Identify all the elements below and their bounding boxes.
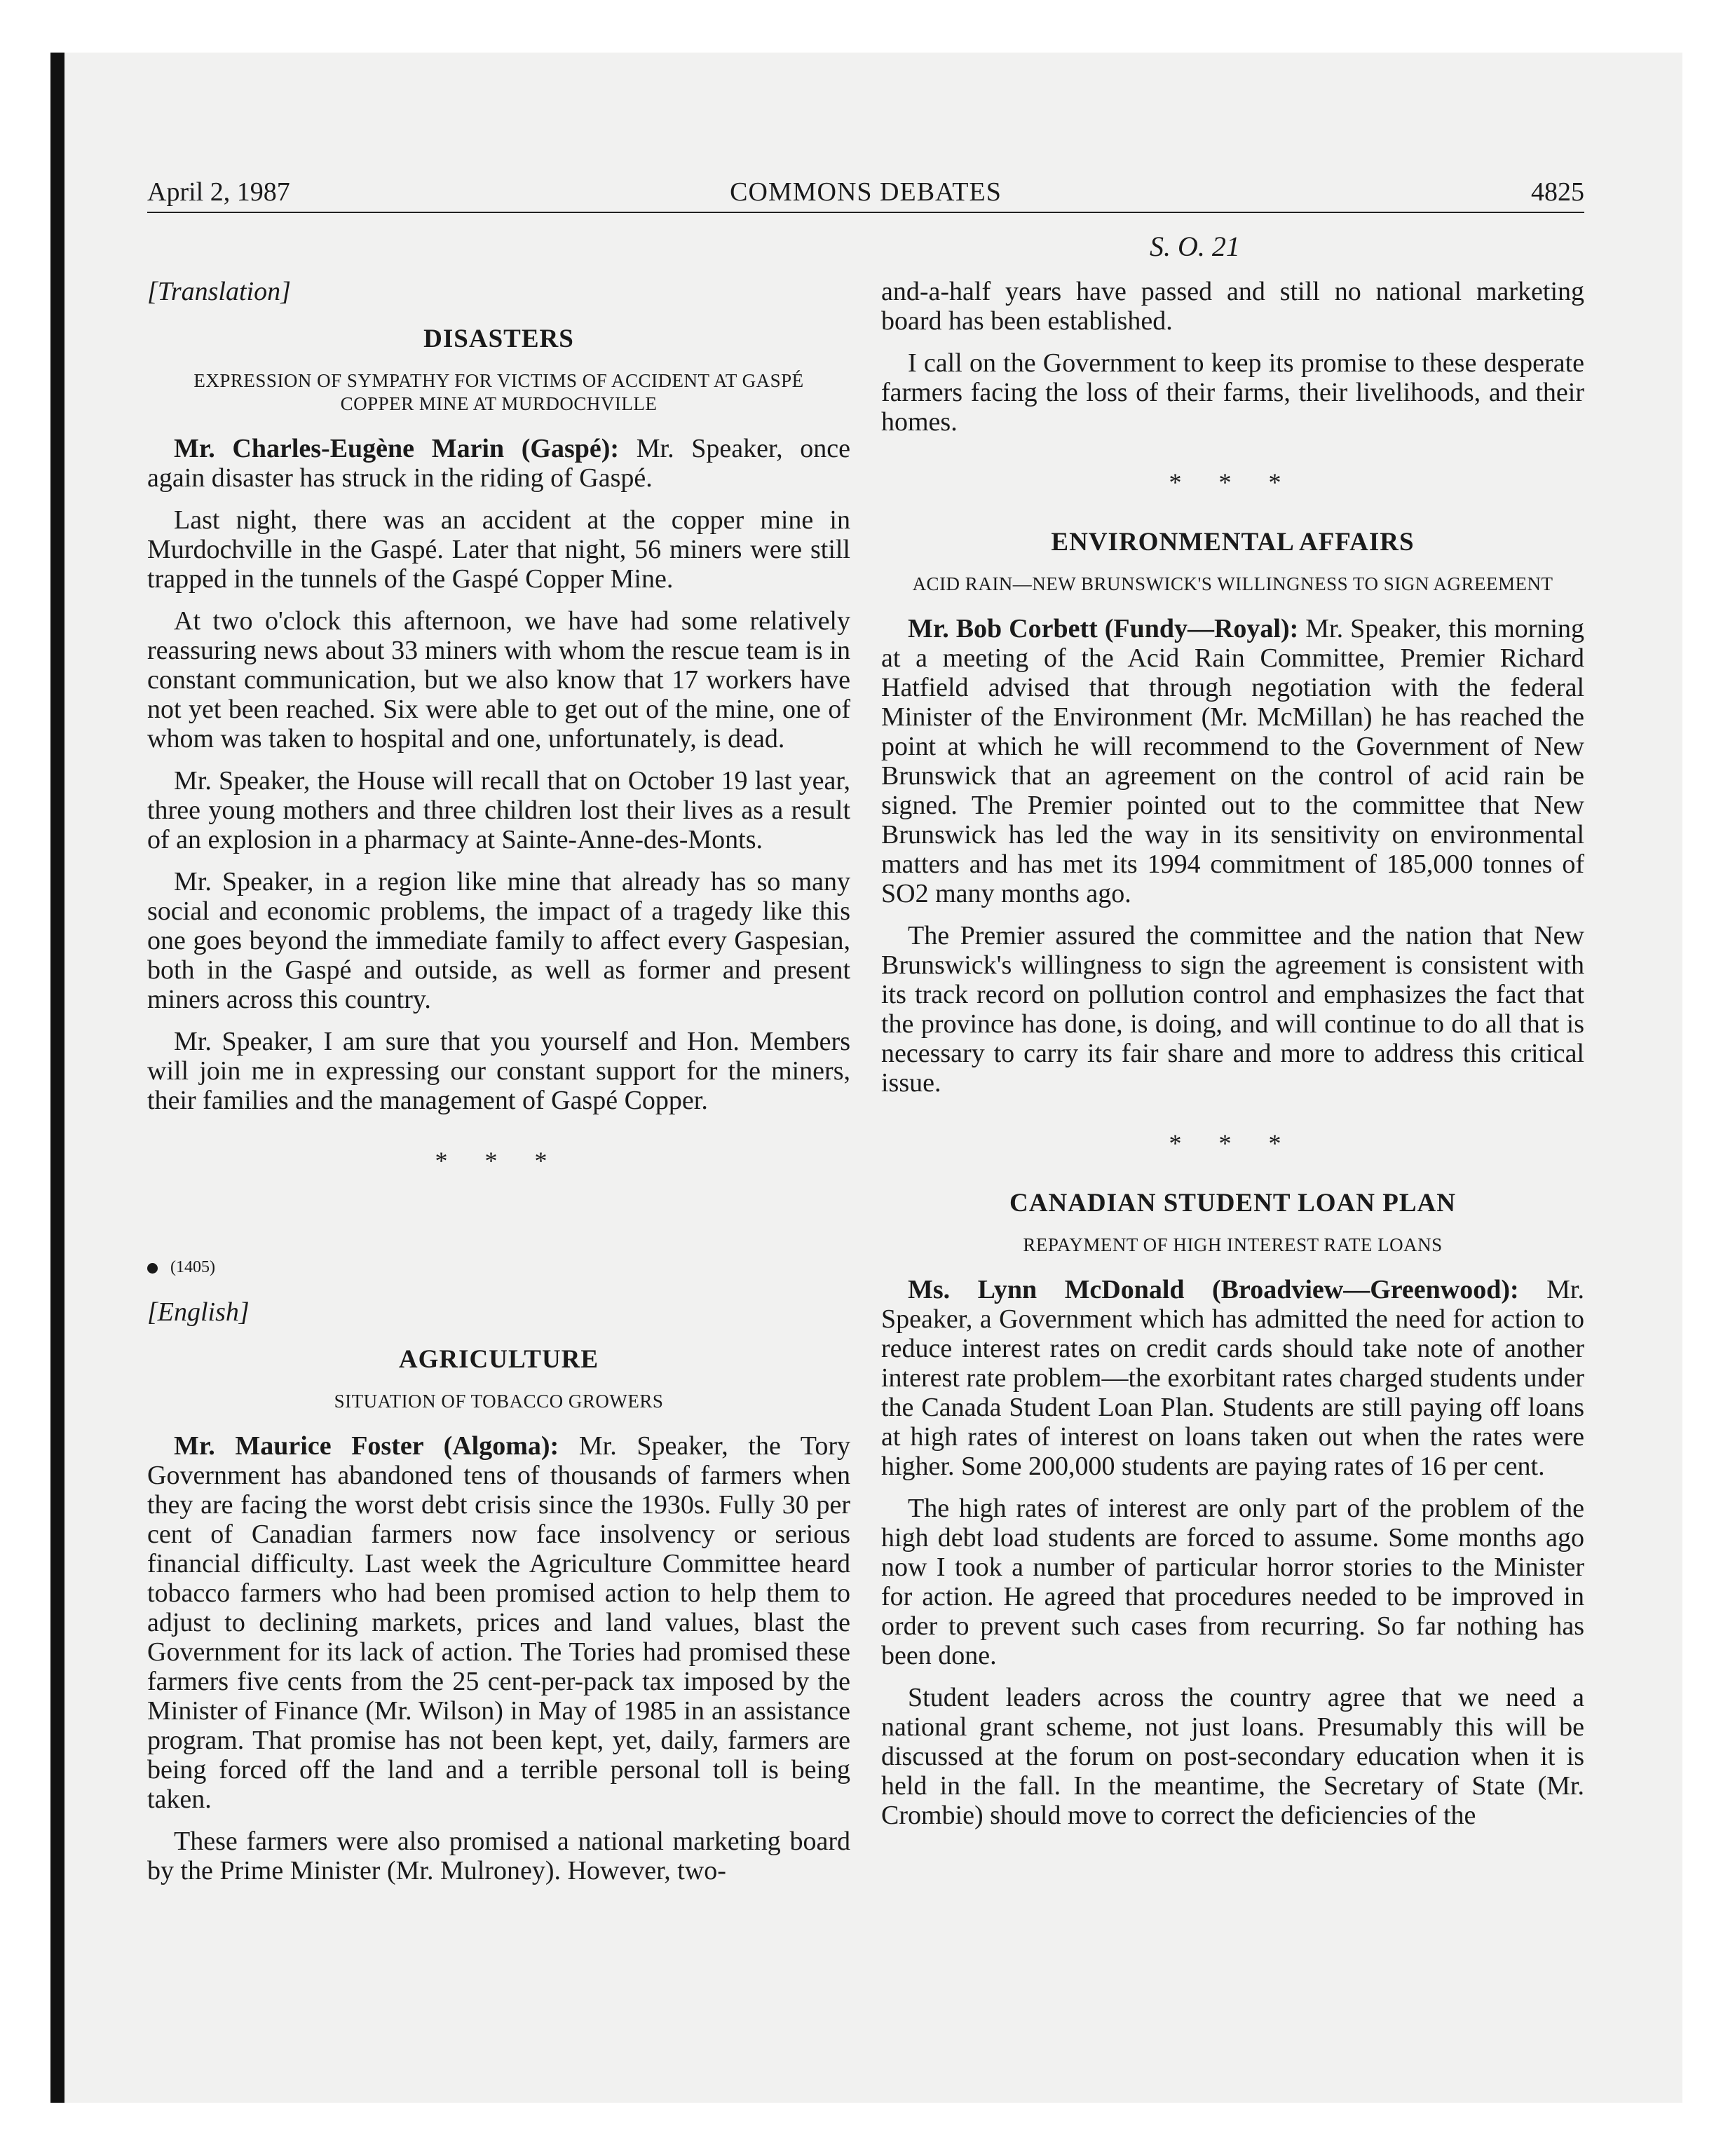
speaker-name: Mr. Charles-Eugène Marin (Gaspé): <box>174 434 620 463</box>
running-header <box>147 179 1584 213</box>
paragraph: Mr. Maurice Foster (Algoma): Mr. Speaker, the Tory Government has abandoned tens of thousands of farmers when they are facing the worst debt crisis since the 1930s. Fully 30 per cent of Canadian farmers now face insolvency or serious financial difficulty. Last week the Agriculture Committee heard tobacco farmers who had been promised action to help them to adjust to declining markets, prices and land values, blast the Government for its lack of action. The Tories had promised these farmers five cents from the 25 cent-per-pack tax imposed by the Minister of Finance (Mr. Wilson) in May of 1985 in an assistance program. That promise has not been kept, yet, daily, farmers are being forced off the land and a terrible personal toll is being taken. <box>147 1431 851 1814</box>
section-separator: * * * <box>435 1147 563 1175</box>
header-date: April 2, 1987 <box>147 177 290 207</box>
speaker-name: Mr. Bob Corbett (Fundy—Royal): <box>908 614 1299 643</box>
header-title: COMMONS DEBATES <box>730 177 1002 207</box>
paragraph: Mr. Speaker, I am sure that you yourself and Hon. Members will join me in expressing our constant support for the miners, their families and the management of Gaspé Copper. <box>147 1027 850 1115</box>
section-separator: * * * <box>1169 1129 1297 1157</box>
right-column <box>881 277 1584 1843</box>
paragraph: Mr. Bob Corbett (Fundy—Royal): Mr. Speaker, this morning at a meeting of the Acid Rain Committee, Premier Richard Hatfield advised that through negotiation with the federal Minister of the Environment (Mr. McMillan) he has reached the point at which he will recommend to the Government of New Brunswick that an agreement on the control of acid rain be signed. The Premier pointed out to the committee that New Brunswick has led the way in its sensitivity on environmental matters and has met its 1994 commitment of 185,000 tonnes of SO2 many months ago. <box>881 614 1585 908</box>
paragraph: At two o'clock this afternoon, we have had some relatively reassuring news about 33 miners with whom the rescue team is in constant communication, but we also know that 17 workers have not yet been reached. Six were able to get out of the mine, one of whom was taken to hospital and one, unfortunately, is dead. <box>147 606 850 753</box>
subtitle-loans: REPAYMENT OF HIGH INTEREST RATE LOANS <box>1023 1234 1443 1255</box>
section-title-environment: ENVIRONMENTAL AFFAIRS <box>1051 528 1415 557</box>
paragraph: These farmers were also promised a national marketing board by the Prime Minister (Mr. Mulroney). However, two- <box>147 1827 850 1885</box>
paragraph: The Premier assured the committee and the nation that New Brunswick's willingness to sign the agreement is consistent with its track record on pollution control and emphasizes the fact that the province has done, is doing, and will continue to do all that is necessary to carry its fair share and more to address this critical issue. <box>881 921 1584 1098</box>
speaker-name: Mr. Maurice Foster (Algoma): <box>174 1431 559 1461</box>
paragraph: Ms. Lynn McDonald (Broadview—Greenwood): Mr. Speaker, a Government which has admitted the need for action to reduce interest rates on credit cards should take note of another interest rate problem—the exorbitant rates charged students under the Canada Student Loan Plan. Students are still paying off loans at high rates of interest on loans taken out when the rates were higher. Some 200,000 students are paying rates of 16 per cent. <box>881 1275 1584 1481</box>
paragraph: I call on the Government to keep its promise to these desperate farmers facing the loss of their farms, their livelihoods, and their homes. <box>881 348 1584 437</box>
section-separator: * * * <box>1169 468 1297 496</box>
subtitle-environment: ACID RAIN—NEW BRUNSWICK'S WILLINGNESS TO SIGN AGREEMENT <box>912 573 1553 594</box>
paragraph: and-a-half years have passed and still no national marketing board has been established. <box>881 277 1584 336</box>
left-column <box>147 277 850 1898</box>
english-note: [English] <box>147 1297 250 1327</box>
translation-note: [Translation] <box>147 277 291 306</box>
section-title-loans: CANADIAN STUDENT LOAN PLAN <box>1009 1189 1456 1217</box>
time-marker: (1405) <box>147 1253 850 1282</box>
paragraph: Last night, there was an accident at the copper mine in Murdochville in the Gaspé. Later that night, 56 miners were still trapped in the tunnels of the Gaspé Copper Mine. <box>147 505 850 594</box>
paragraph: Mr. Charles-Eugène Marin (Gaspé): Mr. Speaker, once again disaster has struck in the riding of Gaspé. <box>147 434 850 493</box>
section-title-agriculture: AGRICULTURE <box>398 1345 599 1374</box>
subtitle-disasters: EXPRESSION OF SYMPATHY FOR VICTIMS OF ACCIDENT AT GASPÉ COPPER MINE AT MURDOCHVILLE <box>193 370 804 414</box>
page-number: 4825 <box>1531 177 1584 207</box>
scan-edge <box>50 53 64 2103</box>
bullet-icon <box>147 1263 158 1274</box>
subtitle-agriculture: SITUATION OF TOBACCO GROWERS <box>334 1391 664 1412</box>
paragraph: Mr. Speaker, the House will recall that on October 19 last year, three young mothers and three children lost their lives as a result of an explosion in a pharmacy at Sainte-Anne-des-Monts. <box>147 766 850 854</box>
paragraph: Mr. Speaker, in a region like mine that already has so many social and economic problems, the impact of a tragedy like this one goes beyond the immediate family to affect every Gaspesian, both in the Gaspé and outside, as well as former and present miners across this country. <box>147 867 850 1014</box>
speaker-name: Ms. Lynn McDonald (Broadview—Greenwood): <box>908 1275 1519 1304</box>
standing-order: S. O. 21 <box>1150 231 1240 262</box>
section-title-disasters: DISASTERS <box>423 325 574 353</box>
paragraph: The high rates of interest are only part of the problem of the high debt load students are forced to assume. Some months ago now I took a number of particular horror stories to the Minister for action. He agreed that procedures needed to be improved in order to prevent such cases from recurring. So far nothing has been done. <box>881 1494 1584 1670</box>
paragraph: Student leaders across the country agree that we need a national grant scheme, not just loans. Presumably this will be discussed at the forum on post-secondary education when it is held in the fall. In the meantime, the Secretary of State (Mr. Crombie) should move to correct the deficiencies of the <box>881 1683 1584 1830</box>
